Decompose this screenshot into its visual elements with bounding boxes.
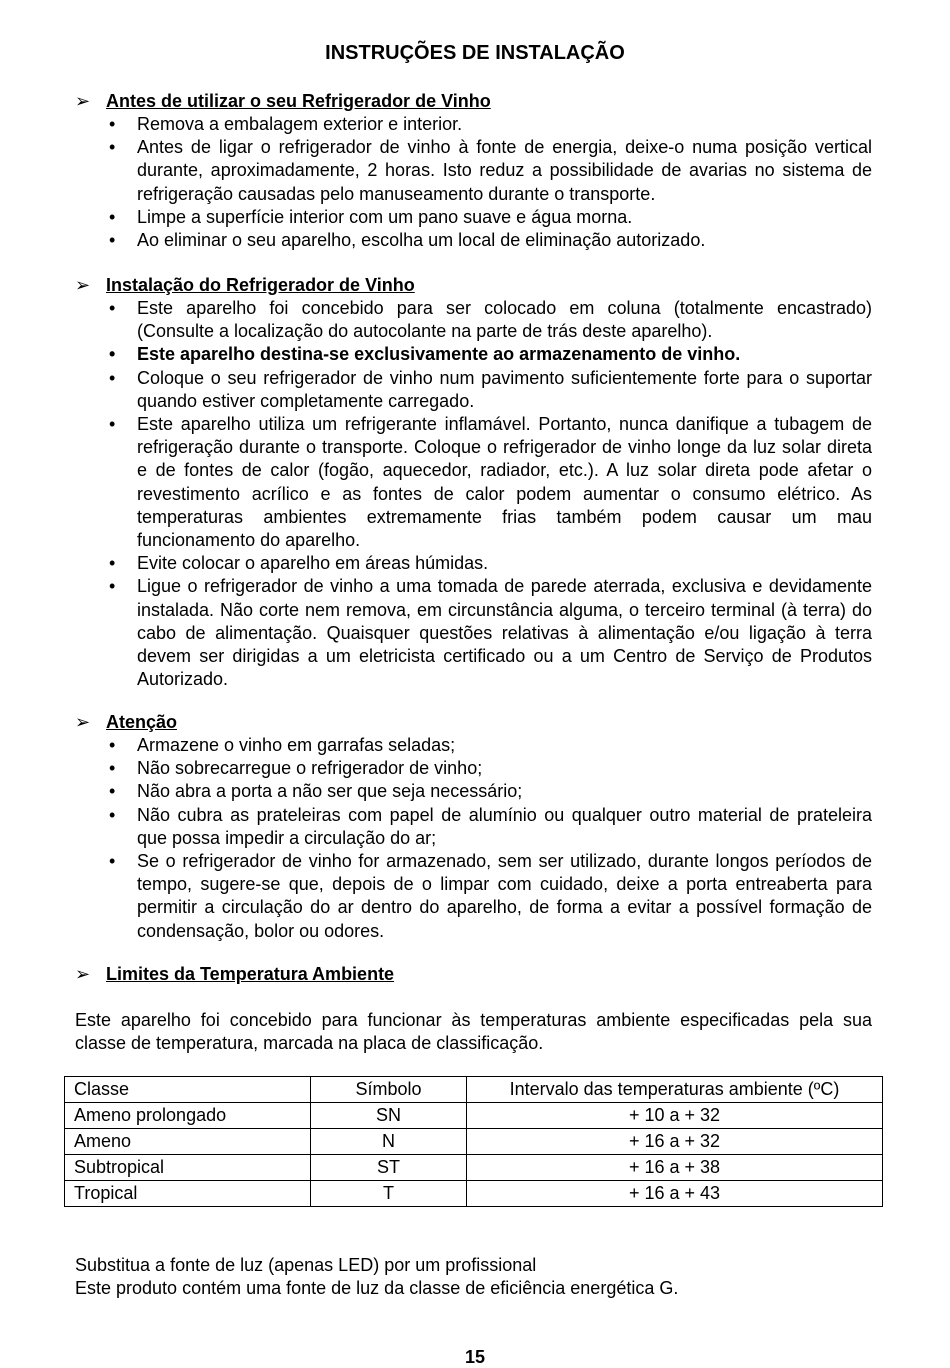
list-item [75,229,872,252]
bullet-dot-icon: • [109,230,116,251]
list-item-text: Evite colocar o aparelho em áreas húmidas. [137,553,489,574]
section-heading-text: Antes de utilizar o seu Refrigerador de Vinho [106,91,491,111]
list-item-text: Coloque o seu refrigerador de vinho num pavimento suficientemente forte para o suportar quando estiver completamente carregado. [137,367,872,411]
table-cell: SN [311,1103,467,1129]
arrow-bullet-icon: ➢ [75,91,91,111]
table-cell: Ameno prolongado [65,1103,311,1129]
table-cell: + 16 a + 38 [467,1155,883,1181]
list-item-text: Ao eliminar o seu aparelho, escolha um local de eliminação autorizado. [137,230,706,251]
list-item-text: Se o refrigerador de vinho for armazenado, sem ser utilizado, durante longos períodos de tempo, sugere-se que, depois de o limpar com cuidado, deixe a porta entreaberta para permitir a circulação do ar dentro do aparelho, de forma a evitar a possível formação de condensação, bolor ou odores. [137,851,872,941]
table-cell: Subtropical [65,1155,311,1181]
table-cell: Tropical [65,1181,311,1207]
bullet-dot-icon: • [109,206,116,227]
temperature-class-table [64,1076,883,1207]
list-item [75,804,872,850]
ambient-paragraph: Este aparelho foi concebido para funcionar às temperaturas ambiente especificadas pela sua classe de temperatura, marcada na placa de classificação. [75,1010,872,1053]
bullet-dot-icon: • [109,114,116,134]
bullet-dot-icon: • [109,735,116,755]
list-item [75,413,872,552]
bullet-dot-icon: • [109,367,116,388]
table-cell: Ameno [65,1129,311,1155]
bullet-dot-icon: • [109,804,116,825]
footer-notes [75,1254,875,1300]
bullet-dot-icon: • [109,576,116,597]
table-cell: + 16 a + 43 [467,1181,883,1207]
section-heading [75,274,872,297]
footer-line: Este produto contém uma fonte de luz da classe de eficiência energética G. [75,1278,679,1298]
arrow-bullet-icon: ➢ [75,275,91,295]
bullet-dot-icon: • [109,781,116,802]
footer-line: Substitua a fonte de luz (apenas LED) por um profissional [75,1255,537,1275]
list-item [75,552,872,575]
list-item-text: Não abra a porta a não ser que seja necessário; [137,781,523,802]
section-heading [75,90,872,113]
list-item [75,575,872,691]
list-item-text: Armazene o vinho em garrafas seladas; [137,735,456,755]
table-row [65,1103,883,1129]
bullet-dot-icon: • [109,344,116,365]
bullet-dot-icon: • [109,758,116,779]
list-item [75,780,872,803]
list-item [75,367,872,413]
section-heading [75,711,872,734]
list-item-text: Não sobrecarregue o refrigerador de vinho; [137,758,483,779]
list-item-text: Remova a embalagem exterior e interior. [137,114,463,134]
table-row [65,1129,883,1155]
list-item-text: Este aparelho destina-se exclusivamente ao armazenamento de vinho. [137,344,741,365]
list-item [75,113,872,136]
list-item [75,136,872,206]
table-cell: N [311,1129,467,1155]
bullet-dot-icon: • [109,414,116,435]
list-item [75,850,872,943]
section-before-use [75,90,872,252]
table-header-cell: Intervalo das temperaturas ambiente (ºC) [467,1077,883,1103]
section-ambient-limits [75,963,872,986]
bullet-dot-icon: • [109,851,116,872]
bullet-dot-icon: • [109,137,116,158]
table-cell: + 10 a + 32 [467,1103,883,1129]
section-installation [75,274,872,691]
table-row [65,1155,883,1181]
list-item [75,206,872,229]
bullet-dot-icon: • [109,298,116,318]
table-header-row [65,1077,883,1103]
table-cell: + 16 a + 32 [467,1129,883,1155]
list-item [75,297,872,343]
list-item-text: Este aparelho utiliza um refrigerante inflamável. Portanto, nunca danifique a tubagem de refrigeração durante o transporte. Coloque o refrigerador de vinho longe da luz solar direta e de fontes de calor (fogão, aquecedor, radiador, etc.). A luz solar direta pode afetar o revestimento acrílico e as fontes de calor podem aumentar o consumo elétrico. As temperaturas ambientes extremamente frias também podem causar um mau funcionamento do aparelho. [137,414,872,551]
section-heading-text: Atenção [106,712,178,732]
bullet-dot-icon: • [109,553,116,574]
page-number: 15 [464,1347,486,1367]
list-item-text: Este aparelho foi concebido para ser colocado em coluna (totalmente encastrado) (Consulte a localização do autocolante na parte de trás deste aparelho). [137,298,872,342]
list-item-text: Limpe a superfície interior com um pano suave e água morna. [137,206,633,227]
section-heading-text: Limites da Temperatura Ambiente [106,964,395,984]
table-cell: ST [311,1155,467,1181]
table-header-cell: Símbolo [311,1077,467,1103]
list-item [75,757,872,780]
list-item [75,734,872,757]
table-row [65,1181,883,1207]
list-item-text: Ligue o refrigerador de vinho a uma tomada de parede aterrada, exclusiva e devidamente instalada. Não corte nem remova, em circunstância alguma, o terceiro terminal (à terra) do cabo de alimentação. Quaisquer questões relativas à alimentação e/ou ligação à terra devem ser dirigidas a um eletricista certificado ou a um Centro de Serviço de Produtos Autorizado. [137,576,872,690]
table-header-cell: Classe [65,1077,311,1103]
section-attention [75,711,872,943]
page-title: INSTRUÇÕES DE INSTALAÇÃO [325,42,625,64]
list-item-text: Antes de ligar o refrigerador de vinho à fonte de energia, deixe-o numa posição vertical durante, aproximadamente, 2 horas. Isto reduz a possibilidade de avarias no sistema de refrigeração causadas pelo manuseamento durante o transporte. [137,137,872,204]
arrow-bullet-icon: ➢ [75,712,91,732]
section-heading-text: Instalação do Refrigerador de Vinho [106,275,415,295]
arrow-bullet-icon: ➢ [75,964,91,984]
list-item-text: Não cubra as prateleiras com papel de alumínio ou qualquer outro material de prateleira que possa impedir a circulação do ar; [137,804,872,848]
list-item [75,343,872,366]
section-heading [75,963,872,986]
table-cell: T [311,1181,467,1207]
